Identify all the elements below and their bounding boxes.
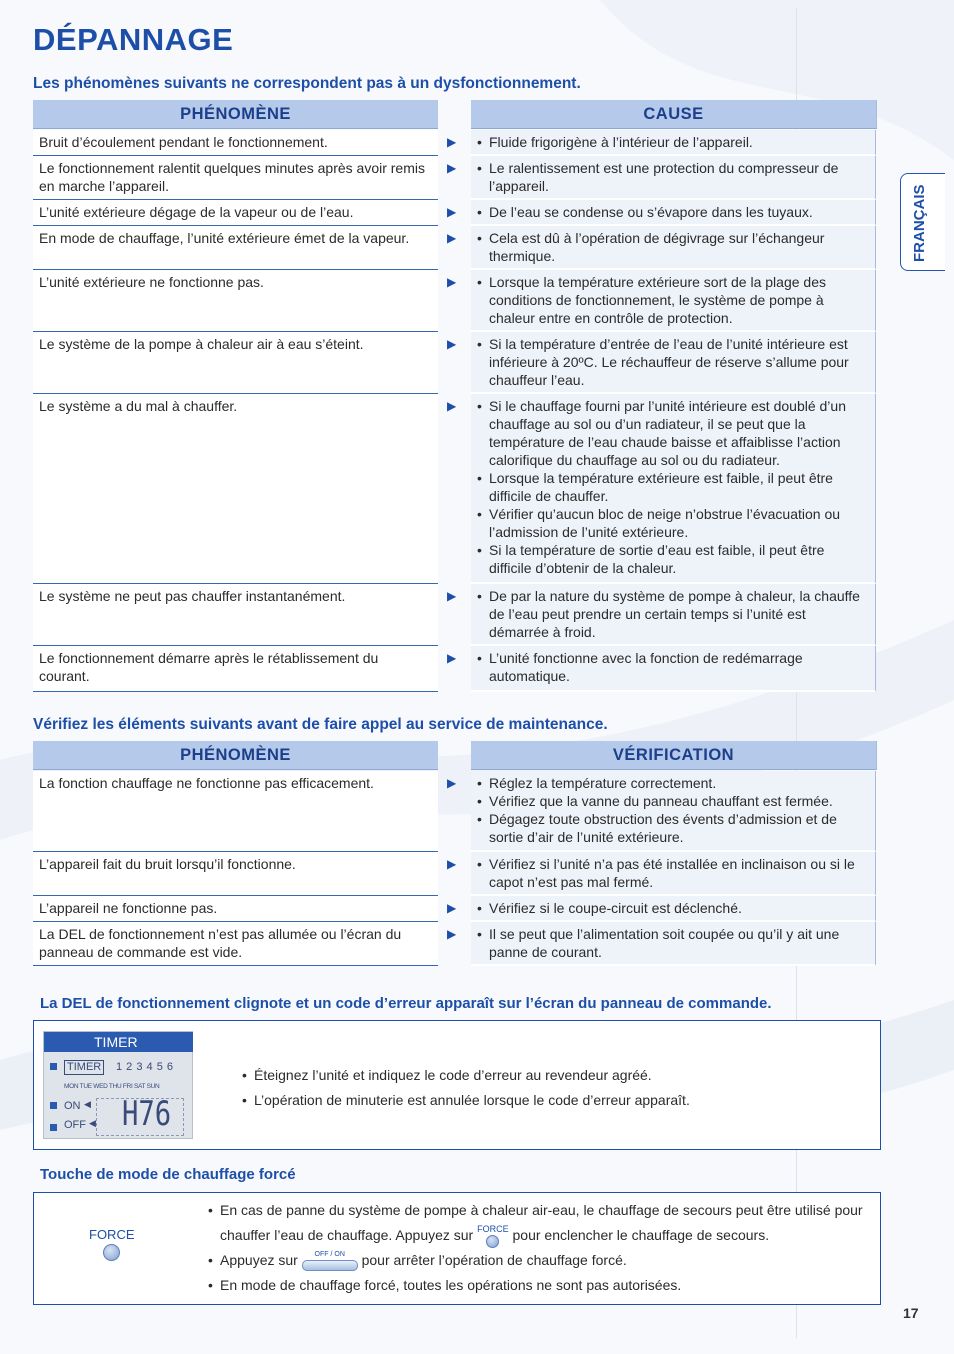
- force-mode-box: [33, 1192, 881, 1305]
- phenomene-cell: Bruit d’écoulement pendant le fonctionnement.: [33, 130, 438, 156]
- arrow-right-icon: ▶: [447, 651, 457, 665]
- arrow-right-icon: ▶: [447, 589, 457, 603]
- list-item: • Éteignez l’unité et indiquez le code d’erreur au revendeur agréé.: [242, 1063, 690, 1088]
- lcd-off-arrow: ◀: [89, 1118, 96, 1128]
- control-panel-display: [43, 1031, 193, 1139]
- table-header: [33, 100, 878, 130]
- list-item: • Cela est dû à l’opération de dégivrage sur l’échangeur thermique.: [477, 229, 869, 265]
- list-item: • Vérifiez que la vanne du panneau chauffant est fermée.: [477, 792, 869, 810]
- error-code-box: [33, 1020, 881, 1150]
- list-item: • Vérifiez si l’unité n’a pas été installée en inclinaison ou si le capot n’est pas mal fermé.: [477, 855, 869, 891]
- list-item: • Fluide frigorigène à l’intérieur de l’appareil.: [477, 133, 869, 151]
- cause-header: CAUSE: [471, 100, 877, 129]
- arrow-right-icon: ▶: [447, 857, 457, 871]
- list-item: • Vérifier qu’aucun bloc de neige n’obstrue l’évacuation ou l’admission de l’unité extérieure.: [477, 505, 869, 541]
- language-tab-label: FRANÇAIS: [911, 184, 928, 262]
- table-row: [33, 156, 878, 200]
- phenomene-cell: L’unité extérieure dégage de la vapeur ou de l’eau.: [33, 200, 438, 226]
- lcd-days: MON TUE WED THU FRI SAT SUN: [64, 1083, 160, 1090]
- lcd-numbers: 1 2 3 4 5 6: [116, 1061, 174, 1073]
- table-row: [33, 922, 878, 966]
- arrow-right-icon: ▶: [447, 927, 457, 941]
- section2-heading: Vérifiez les éléments suivants avant de faire appel au service de maintenance.: [33, 716, 608, 733]
- list-item: • Vérifiez si le coupe-circuit est déclenché.: [477, 899, 869, 917]
- table-row: [33, 270, 878, 332]
- arrow-right-icon: ▶: [447, 399, 457, 413]
- list-item: • L’unité fonctionne avec la fonction de redémarrage automatique.: [477, 649, 869, 685]
- list-item: • Lorsque la température extérieure est faible, il peut être difficile de chauffer.: [477, 469, 869, 505]
- force-inline-icon: FORCE: [477, 1225, 509, 1248]
- table-row: [33, 852, 878, 896]
- cause-cell: [471, 646, 876, 692]
- arrow-right-icon: ▶: [447, 776, 457, 790]
- cause-cell: [471, 130, 876, 156]
- cause-cell: [471, 394, 876, 584]
- cause-cell: [471, 156, 876, 200]
- list-item: • De par la nature du système de pompe à chaleur, la chauffe de l’eau peut prendre un certain temps si l’unité est démarrée à froid.: [477, 587, 869, 641]
- force-button-icon: [89, 1227, 135, 1261]
- list-item: • Si la température d’entrée de l’eau de l’unité intérieure est inférieure à 20ºC. Le réchauffeur de réserve s’allume pour chauffeur l’eau.: [477, 335, 869, 389]
- phenomene-cell: La DEL de fonctionnement n’est pas allumée ou l’écran du panneau de commande est vide.: [33, 922, 438, 966]
- phenomene-cell: En mode de chauffage, l’unité extérieure émet de la vapeur.: [33, 226, 438, 270]
- cause-cell: [471, 771, 876, 852]
- indicator-square: [50, 1102, 57, 1109]
- table-row: [33, 584, 878, 646]
- cause-cell: [471, 922, 876, 966]
- indicator-square: [50, 1063, 57, 1070]
- phenomene-cell: L’appareil fait du bruit lorsqu’il fonctionne.: [33, 852, 438, 896]
- cause-cell: [471, 584, 876, 646]
- list-item: • En cas de panne du système de pompe à chaleur air-eau, le chauffage de secours peut être utilisé pour chauffer l’eau de chauffage. Appuyez sur FORCE pour enclencher le chauffage de secours.: [208, 1198, 868, 1248]
- list-item: • Dégagez toute obstruction des évents d’admission et de sortie d’air de l’unité extérieure.: [477, 810, 869, 846]
- phenomena-table: [33, 100, 878, 692]
- phenomene-cell: Le fonctionnement ralentit quelques minutes après avoir remis en marche l’appareil.: [33, 156, 438, 200]
- cause-cell: [471, 270, 876, 332]
- arrow-right-icon: ▶: [447, 901, 457, 915]
- force-section-heading: Touche de mode de chauffage forcé: [40, 1166, 296, 1183]
- list-item: • En mode de chauffage forcé, toutes les opérations ne sont pas autorisées.: [208, 1273, 868, 1298]
- verification-header: VÉRIFICATION: [471, 741, 877, 770]
- list-item: • Appuyez sur OFF / ON pour arrêter l’opération de chauffage forcé.: [208, 1248, 868, 1273]
- error-section-heading: La DEL de fonctionnement clignote et un code d’erreur apparaît sur l’écran du panneau de commande.: [40, 995, 772, 1012]
- page-number: 17: [903, 1305, 919, 1321]
- arrow-right-icon: ▶: [447, 161, 457, 175]
- arrow-right-icon: ▶: [447, 275, 457, 289]
- lcd-on-label: ON: [64, 1100, 81, 1112]
- cause-cell: [471, 852, 876, 896]
- lcd-on-arrow: ◀: [84, 1099, 91, 1109]
- phenomene-cell: Le système de la pompe à chaleur air à eau s’éteint.: [33, 332, 438, 394]
- table-row: [33, 896, 878, 922]
- indicator-square: [50, 1124, 57, 1131]
- table-row: [33, 226, 878, 270]
- arrow-right-icon: ▶: [447, 231, 457, 245]
- table-row: [33, 771, 878, 852]
- phenomene-cell: Le fonctionnement démarre après le rétablissement du courant.: [33, 646, 438, 692]
- arrow-right-icon: ▶: [447, 135, 457, 149]
- cause-cell: [471, 896, 876, 922]
- error-instructions: [242, 1063, 690, 1113]
- section1-heading: Les phénomènes suivants ne correspondent pas à un dysfonctionnement.: [33, 75, 581, 92]
- table-row: [33, 394, 878, 584]
- language-tab: [900, 173, 945, 271]
- phenomene-header: PHÉNOMÈNE: [33, 741, 438, 770]
- arrow-right-icon: ▶: [447, 205, 457, 219]
- cause-cell: [471, 200, 876, 226]
- force-instructions: [208, 1198, 868, 1298]
- phenomene-cell: Le système a du mal à chauffer.: [33, 394, 438, 584]
- list-item: • Lorsque la température extérieure sort de la plage des conditions de fonctionnement, le système de pompe à chaleur entre en contrôle de protection.: [477, 273, 869, 327]
- cause-cell: [471, 226, 876, 270]
- error-code: H76: [122, 1094, 172, 1134]
- page-title: DÉPANNAGE: [33, 22, 234, 57]
- list-item: • L’opération de minuterie est annulée lorsque le code d’erreur apparaît.: [242, 1088, 690, 1113]
- phenomene-cell: L’unité extérieure ne fonctionne pas.: [33, 270, 438, 332]
- cause-cell: [471, 332, 876, 394]
- table-row: [33, 130, 878, 156]
- list-item: • Si le chauffage fourni par l’unité intérieure est doublé d’un chauffage au sol ou d’un radiateur, il se peut que la température de l’eau chaude baisse et affaiblisse l’action calorifique du chauffage au sol ou du radiateur.: [477, 397, 869, 469]
- table-row: [33, 646, 878, 692]
- list-item: • Si la température de sortie d’eau est faible, il peut être difficile d’obtenir de la chaleur.: [477, 541, 869, 577]
- lcd-screen: [64, 1060, 186, 1138]
- force-label: FORCE: [89, 1227, 135, 1242]
- list-item: • De l’eau se condense ou s’évapore dans les tuyaux.: [477, 203, 869, 221]
- lcd-off-label: OFF: [64, 1119, 86, 1131]
- phenomene-header: PHÉNOMÈNE: [33, 100, 438, 129]
- list-item: • Le ralentissement est une protection du compresseur de l’appareil.: [477, 159, 869, 195]
- verification-table: [33, 741, 878, 966]
- table-row: [33, 200, 878, 226]
- phenomene-cell: L’appareil ne fonctionne pas.: [33, 896, 438, 922]
- phenomene-cell: Le système ne peut pas chauffer instantanément.: [33, 584, 438, 646]
- list-item: • Réglez la température correctement.: [477, 774, 869, 792]
- lcd-header: TIMER: [44, 1032, 193, 1052]
- phenomene-cell: La fonction chauffage ne fonctionne pas efficacement.: [33, 771, 438, 852]
- lcd-timer-label: TIMER: [64, 1060, 104, 1075]
- list-item: • Il se peut que l’alimentation soit coupée ou qu’il y ait une panne de courant.: [477, 925, 869, 961]
- force-dot-icon: [103, 1244, 120, 1261]
- arrow-right-icon: ▶: [447, 337, 457, 351]
- table-header: [33, 741, 878, 771]
- table-row: [33, 332, 878, 394]
- off-on-inline-icon: OFF / ON: [302, 1251, 358, 1271]
